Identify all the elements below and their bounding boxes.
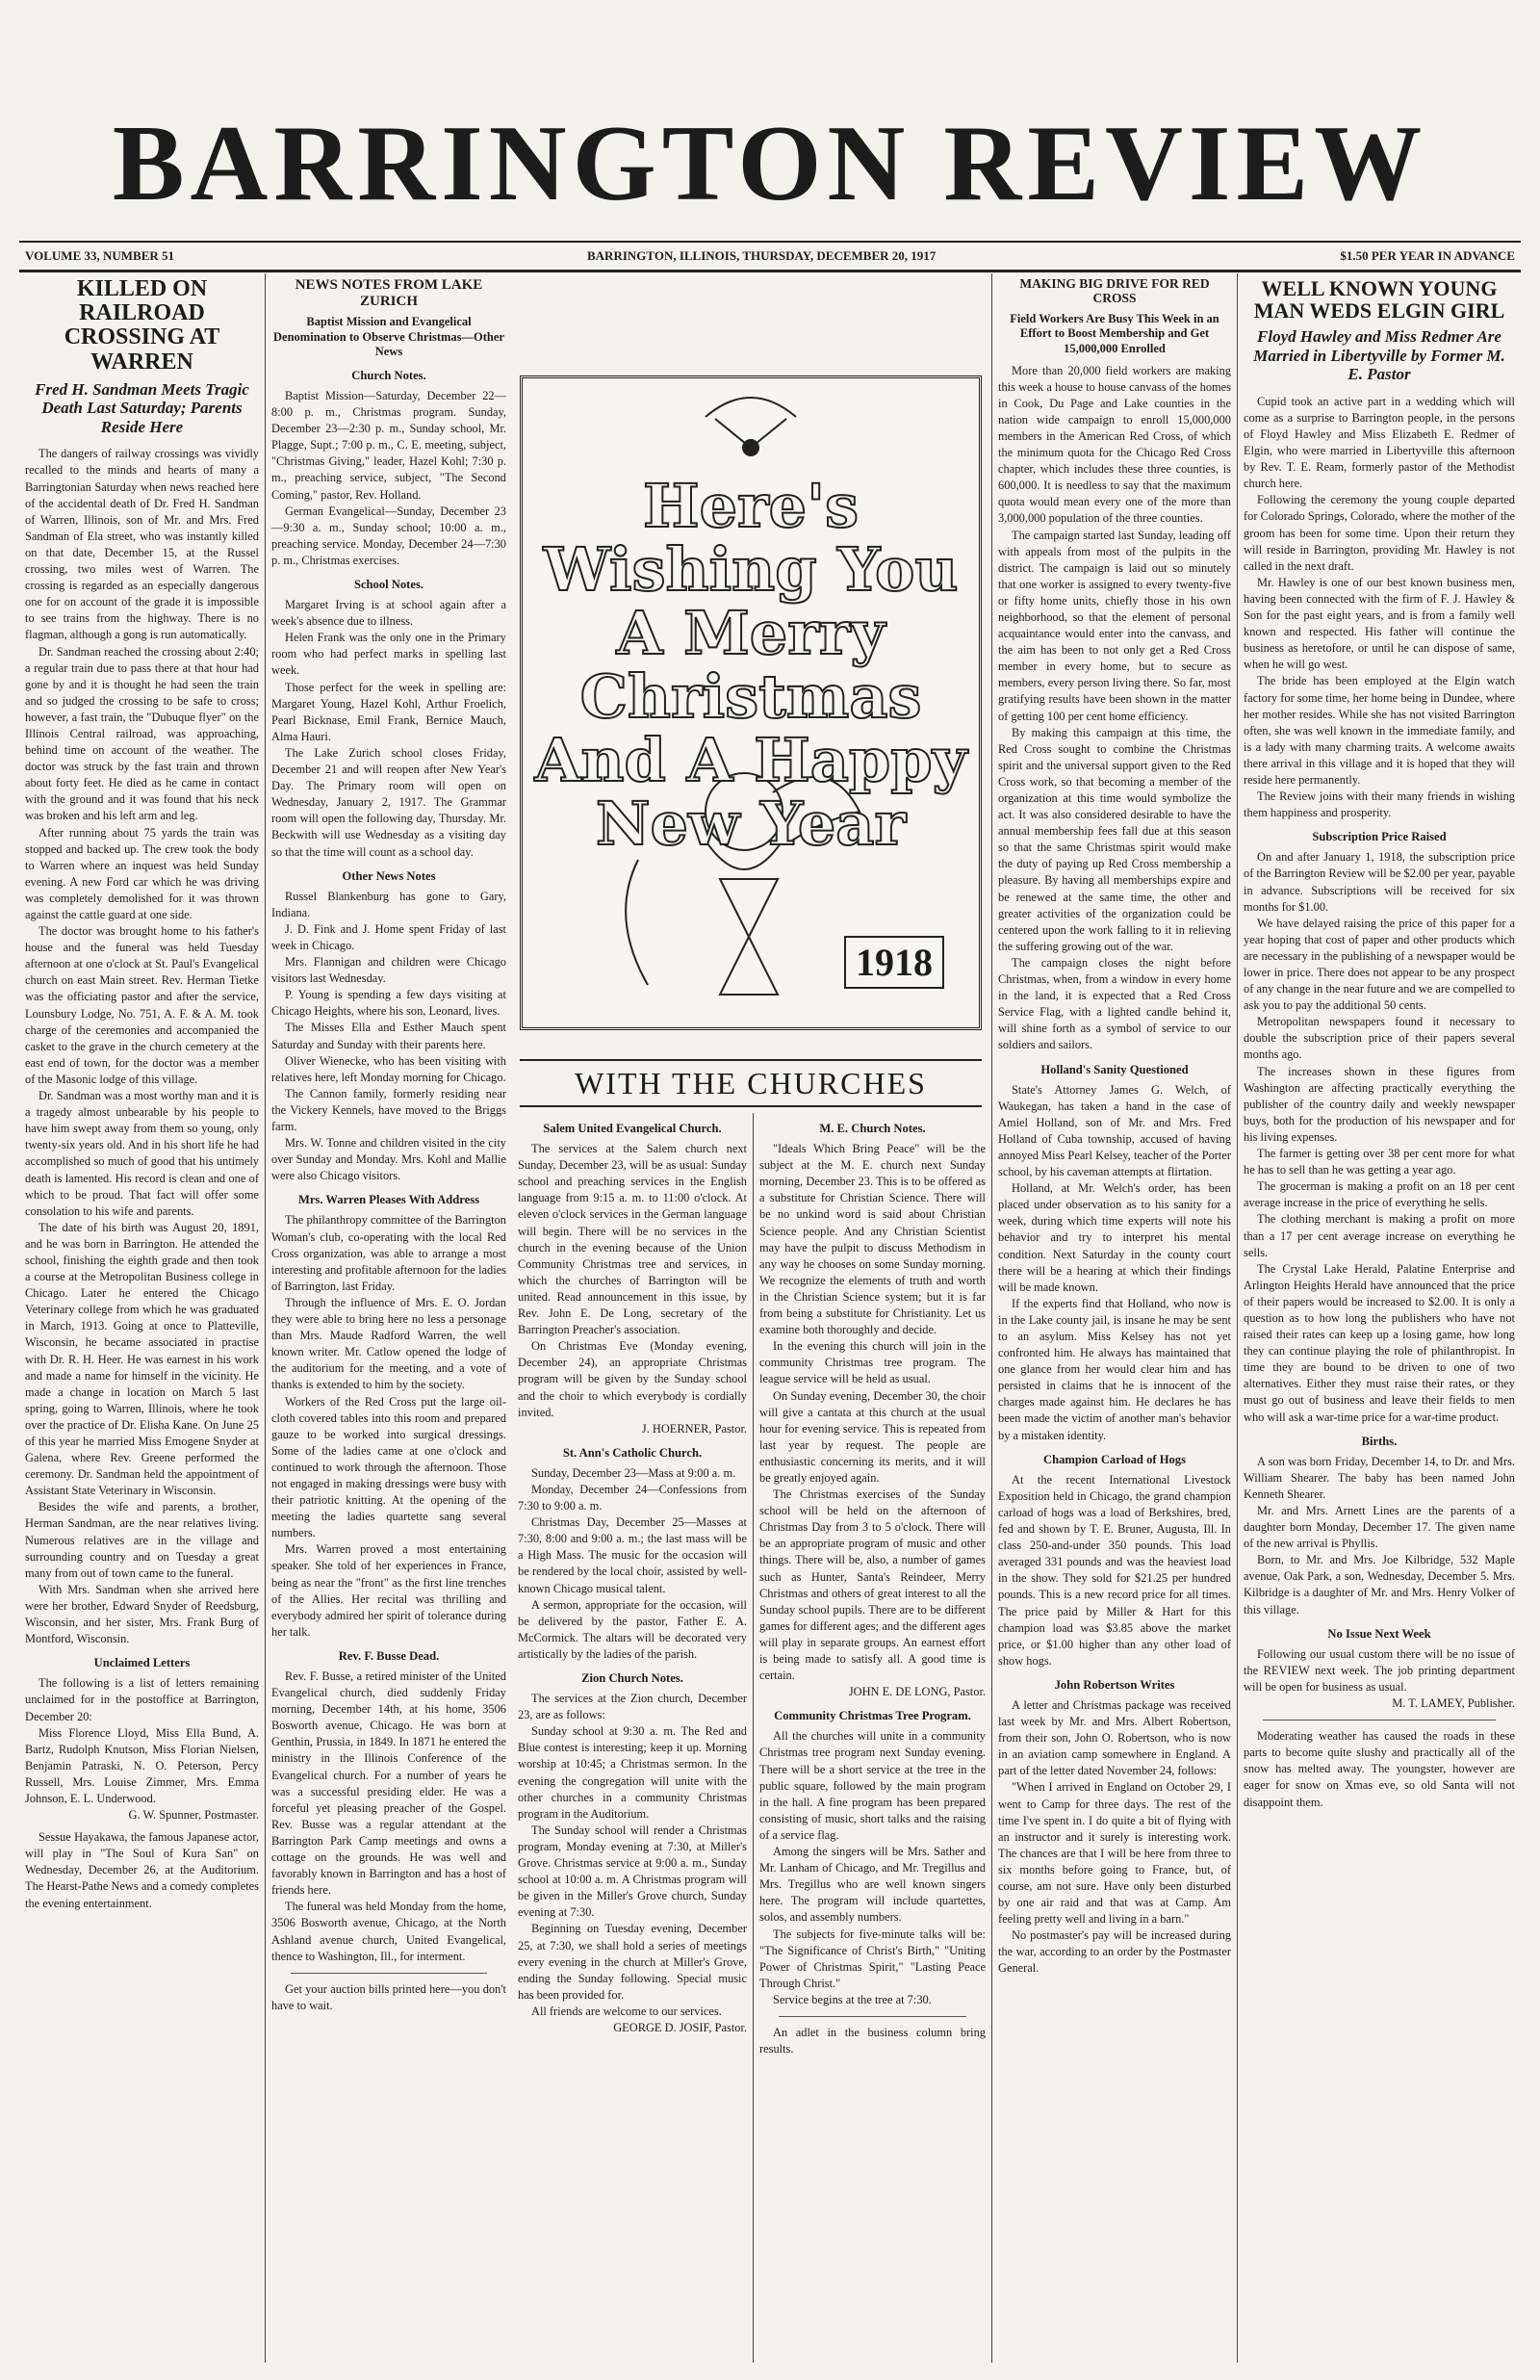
paragraph: Beginning on Tuesday evening, December 25, at 7:30, we shall hold a series of meetings every evening in the church at Miller's Grove, ending the Sunday following. Special music has been provided for.	[518, 1922, 747, 2002]
place-date: BARRINGTON, ILLINOIS, THURSDAY, DECEMBER 20, 1917	[587, 248, 937, 263]
paragraph: Through the influence of Mrs. E. O. Jordan they were able to bring here no less a personage than Mrs. Maude Radford Warren, the well known writer. Mr. Catlow opened the lodge of the auditorium for the meeting, and a vote of thanks is extended to him by the society.	[271, 1295, 506, 1392]
paragraph: Rev. F. Busse, a retired minister of the United Evangelical church, died suddenly Friday morning, December 14th, at his home, 3506 Bosworth avenue, Chicago. He was born at Genthin, Prussia, in 1849. In 1871 he entered the ministry in the Illinois Conference of the Evangelical church. For a number of years he was a successful presiding elder. He was a forceful yet pleasing preacher of the Gospel. Rev. Busse was a regular attendant at the Barrington Park Camp meetings and owns a cottage on the grounds. He was well and favorably known in Barrington and has a host of friends here.	[271, 1669, 506, 1898]
paragraph: The philanthropy committee of the Barrington Woman's club, co-operating with the local Red Cross organization, was able to arrange a most interesting and profitable afternoon for the ladies of Barrington, last Friday.	[271, 1213, 506, 1293]
paragraph: Baptist Mission—Saturday, December 22—8:00 p. m., Christmas program. Sunday, December 23—2:30 p. m., Sunday school, Mr. Plagge, Supt.; 7:00 p. m., C. E. meeting, subject, "Christmas Giving," leader, Hazel Kohl; 7:30 p. m., preaching service, subject, "The Second Coming," pastor, Rev. Holland.	[271, 388, 506, 502]
divider	[779, 2016, 966, 2017]
paragraph: The Crystal Lake Herald, Palatine Enterprise and Arlington Heights Herald have announced that the price of their papers would be increased to $2.00. It is only a question as to how long the publishers who have not raised their rates can keep up a losing game, how long they can continue playing the role of philanthropist. In time they are bound to be driven to one of two alternatives. Either they must raise their rates, or they must go out of business and leave their fields to men who will ask a war-time price for a war-time product.	[1244, 1261, 1515, 1424]
signature: M. T. LAMEY, Publisher.	[1392, 1696, 1515, 1711]
paragraph: Margaret Irving is at school again after a week's absence due to illness.	[271, 598, 506, 629]
heading-robertson: John Robertson Writes	[1054, 1677, 1175, 1692]
subscription-price: $1.50 PER YEAR IN ADVANCE	[1340, 248, 1515, 263]
paragraph: Besides the wife and parents, a brother, Herman Sandman, are the near relatives living. Numerous relatives are in the village and surrounding country and on Tuesday a great many from out of town came to the funeral.	[25, 1500, 259, 1580]
column-churches-right	[753, 1113, 991, 2363]
paragraph: Workers of the Red Cross put the large oil-cloth covered tables into this room and prepared gauze to be worked into surgical dressings. Some of the ladies came at one o'clock and continued to work through the afternoon. Those not engaged in making dressings were busy with their patriotic knitting. At the opening of the meeting the ladies quartette sang several numbers.	[271, 1394, 506, 1540]
paragraph: P. Young is spending a few days visiting at Chicago Heights, where his son, Leonard, lives.	[271, 988, 506, 1019]
paragraph: Following the ceremony the young couple departed for Colorado Springs, Colorado, where the mother of the groom has been for some time. Upon their return they will reside in Barrington, providing Mr. Hawley is not called in the next draft.	[1244, 493, 1515, 573]
paragraph: Mr. and Mrs. Arnett Lines are the parents of a daughter born Monday, December 17. The given name of the new arrival is Phyllis.	[1244, 1504, 1515, 1551]
paragraph: With Mrs. Sandman when she arrived here were her brother, Edward Snyder of Reedsburg, Wisconsin, and her sister, Mrs. Frank Burg of Montford, Wisconsin.	[25, 1582, 259, 1646]
heading-salem: Salem United Evangelical Church.	[543, 1122, 722, 1135]
paragraph: Following our usual custom there will be no issue of the REVIEW next week. The job printing department will be open for business as usual.	[1244, 1646, 1515, 1694]
heading-hogs: Champion Carload of Hogs	[1043, 1452, 1186, 1466]
heading-st-anns: St. Ann's Catholic Church.	[562, 1445, 703, 1460]
signature: GEORGE D. JOSIF, Pastor.	[613, 2020, 747, 2034]
paragraph: The dangers of railway crossings was vividly recalled to the minds and hearts of many a Barringtonian Saturday when news reached here of the accidental death of Dr. Fred H. Sandman of Warren, Illinois, son of Mr. and Mrs. Fred Sandman of Ela street, who was instantly killed on that date, December 15, at the Russel crossing, two miles west of Warren. The crossing is regarded as an especially dangerous one for on account of the grade it is impossible to see trains from the highway. There is no flagman, although a gong is run automatically.	[25, 447, 259, 642]
paragraph: By making this campaign at this time, the Red Cross sought to combine the Christmas spirit and the universal support given to the Red Cross work, so that becoming a member of the organization at this time would symbolize the act. It was also considered desirable to have the annual membership fees fall due at this season so that the same Christmas spirit would make the duty of paying up Red Cross membership a pleasure. By having all memberships expire and be renewed at the same time, the other and greater activities of the organization could be centered upon the work falling to it in relieving the suffering growing out of the war.	[998, 725, 1231, 953]
father-time-icon	[626, 860, 648, 985]
paragraph: All friends are welcome to our services.	[531, 2004, 722, 2018]
paragraph: An adlet in the business column bring results.	[759, 2025, 986, 2057]
paragraph: We have delayed raising the price of this paper for a year hoping that cost of paper and other products which are necessary in the publishing of a newspaper would be lower in price. There does not appear to be any prospect of any change in the near future and we are compelled to ask you to pay the additional 50 cents.	[1244, 916, 1515, 1013]
headline-red-cross: MAKING BIG DRIVE FOR RED CROSS	[1019, 276, 1210, 305]
dateline	[19, 241, 1521, 272]
headline-wedding: WELL KNOWN YOUNG MAN WEDS ELGIN GIRL	[1253, 276, 1505, 323]
column-wedding	[1237, 273, 1521, 2363]
heading-births: Births.	[1361, 1434, 1398, 1448]
hourglass-icon	[720, 879, 778, 995]
greeting-text: Here's Wishing You A Merry Christmas And A Happy New Year	[534, 471, 967, 859]
paragraph: The Christmas exercises of the Sunday school will be held on the afternoon of Christmas Day from 3 to 5 o'clock. There will be an appropriate program of music and other things. There will be, also, a number of games such as Hunter, Santa's Reindeer, Merry Christmas and others of great interest to all the Sunday school pupils. There are to be different games for different ages; and the different ages will play in separate groups. An earnest effort is being made to satisfy all. A good time is certain.	[759, 1488, 986, 1683]
heading-school-notes: School Notes.	[353, 578, 424, 591]
paragraph: If the experts find that Holland, who now is in the Lake county jail, is insane he may be sent to an asylum. Miss Kelsey has not yet confronted him. He always has maintained that one glance from her would clear him and has persisted in claims that he is innocent of the charges made against him. He declares he has been made the victim of another man's behavior by a mistaken identity.	[998, 1296, 1231, 1442]
paragraph: On Christmas Eve (Monday evening, December 24), an appropriate Christmas program will be given by the Sunday school and the choir to which everybody is cordially invited.	[518, 1339, 747, 1419]
paragraph: Helen Frank was the only one in the Primary room who had perfect marks in spelling last week.	[271, 631, 506, 678]
paragraph: The bride has been employed at the Elgin watch factory for some time, her home being in Dundee, where her mother resides. While she has not visited Barrington often, she was well known in the immediate family, and is a lady with many charming traits. A welcome awaits there arrival in this village and it is hoped that they will reside here permanently.	[1244, 674, 1515, 787]
divider	[291, 1973, 487, 1974]
paragraph: Those perfect for the week in spelling are: Margaret Young, Hazel Kohl, Arthur Froelich, Pearl Bicknase, Emil Frank, Bernice Mauch, Alma Hauri.	[271, 680, 506, 743]
paragraph: Dr. Sandman was a most worthy man and it is a tragedy almost unbearable by his people to have him swept away from them so young, only twenty-six years old. And in his short life he had accomplished so much of good that his untimely death is lamented. His record is clean and one of which to be proud. That fact will offer some consolation to his wife and parents.	[25, 1089, 259, 1218]
subhead-lake-zurich: Baptist Mission and Evangelical Denomination to Observe Christmas—Other News	[273, 315, 504, 359]
paragraph: J. D. Fink and J. Home spent Friday of last week in Chicago.	[271, 921, 506, 952]
paragraph: After running about 75 yards the train was stopped and backed up. The crew took the body to Warren where an inquest was held Sunday evening. A new Ford car which he was driving was completely demolished for it was thrown against the cattle guard at one side.	[25, 825, 259, 922]
paragraph: "Ideals Which Bring Peace" will be the subject at the M. E. church next Sunday morning, December 23. This is to be offered as a substitute for Christian Science. There will be no unkind word is said about Christian Science people. And any Christian Scientist may have the pulpit to discuss Methodism in any way he chooses on some Sunday morning. We recognize the elements of truth and worth in the Christian Science system; but it is far from being a substitute for Christianity. Let us examine both thoroughly and decide.	[759, 1142, 986, 1337]
paragraph: All the churches will unite in a community Christmas tree program next Sunday evening. There will be a short service at the tree in the public square, followed by the main program in the hall. A fine program has been prepared consisting of music, short talks and the raising of a service flag.	[759, 1729, 986, 1842]
paragraph: Holland, at Mr. Welch's order, has been placed under observation as to his sanity for a week, during which time experts will note his behavior and try to interpret his mental condition. Next Saturday in the county court there will be a hearing at which their findings will be made known.	[998, 1181, 1231, 1294]
column-red-cross	[991, 273, 1237, 2363]
paragraph: The farmer is getting over 38 per cent more for what he has to sell than he was getting a year ago.	[1244, 1147, 1515, 1177]
paragraph: Born, to Mr. and Mrs. Joe Kilbridge, 532 Maple avenue, Oak Park, a son, Wednesday, December 5. Mrs. Kilbridge is a daughter of Mr. and Mrs. Henry Volker of this village.	[1244, 1553, 1515, 1617]
paragraph: In the evening this church will join in the community Christmas tree program. The league service will be held as usual.	[759, 1339, 986, 1386]
paragraph: Miss Florence Lloyd, Miss Ella Bund, A. Bartz, Rudolph Knutson, Miss Florian Nielsen, Benjamin Patraski, N. O. Peterson, Percy Russell, Mrs. Louise Zimmer, Mrs. Emma Johnson, E. L. Underwood.	[25, 1725, 259, 1805]
christmas-greeting-ad	[520, 375, 982, 1030]
heading-subscription-price: Subscription Price Raised	[1312, 830, 1447, 844]
heading-zion: Zion Church Notes.	[581, 1671, 683, 1685]
paragraph: Mr. Hawley is one of our best known business men, having been connected with the firm of F. J. Hawley & Son for the past eight years, and is from a family well known and respected. His father will continue the business as heretofore, or until he can dispose of same, when he will go west.	[1244, 575, 1515, 672]
paragraph: The increases shown in these figures from Washington are affecting practically everything the publisher of the country daily and weekly newspaper buys, both for the production of his newspaper and for his living expenses.	[1244, 1064, 1515, 1144]
paragraph: Metropolitan newspapers found it necessary to double the subscription price of their papers several months ago.	[1244, 1015, 1515, 1062]
paragraph: More than 20,000 field workers are making this week a house to house canvass of the homes in Cook, Du Page and Lake counties in the nation wide campaign to enroll 15,000,000 members in the American Red Cross, of which the minimum quota for the Chicago Red Cross chapter, which includes these three counties, is 600,000. It is needless to say that the maximum quota would mean every one of the more than 3,000,000 population of the three counties.	[998, 363, 1231, 526]
paragraph: Christmas Day, December 25—Masses at 7:30, 8:00 and 9:00 a. m.; the last mass will be a High Mass. The music for the occasion will be rendered by the local choir, assisted by well-known Chicago musical talent.	[518, 1515, 747, 1595]
paragraph: "When I arrived in England on October 29, I went to Camp for three days. The rest of the time I've spent in. I do quite a bit of flying with an instructor and it surely is interesting work. The chances are that I will be here from three to six months before going to France, but, of course, am not sure. Have only been disturbed by one air raid and that was at Camp. Am feeling pretty well and living in a barn."	[998, 1780, 1231, 1927]
paragraph: Dr. Sandman reached the crossing about 2:40; a regular train due to pass there at that hour had gone by and it is thought he had seen the train and so judged the crossing to be safe to cross; however, a fast train, the "Dubuque flyer" on the Illinois Central railroad, was approaching, behind time on account of the weather. The doctor was struck by the fast train and thrown about forty feet. He died as he came in contact with the ground and it was found that his neck was broken and his left arm and leg.	[25, 644, 259, 823]
paragraph: Mrs. Flannigan and children were Chicago visitors last Wednesday.	[271, 955, 506, 986]
paragraph: The grocerman is making a profit on an 18 per cent average increase in the price of everything he sells.	[1244, 1179, 1515, 1210]
masthead-title: BARRINGTON REVIEW	[112, 104, 1428, 223]
paragraph: No postmaster's pay will be increased during the war, according to an order by the Postmaster General.	[998, 1928, 1231, 1976]
subhead-red-cross: Field Workers Are Busy This Week in an Effort to Boost Membership and Get 15,000,000 Enrolled	[1010, 311, 1219, 355]
deck-railroad: Fred H. Sandman Meets Tragic Death Last Saturday; Parents Reside Here	[35, 379, 249, 436]
paragraph: State's Attorney James G. Welch, of Waukegan, has taken a hand in the case of Amiel Holland, son of Mr. and Mrs. Fred Holland of Cuba township, accused of having annoyed Miss Pearl Kelsey, teacher of the Porter school, by his caveman attempts at flirtation.	[998, 1082, 1231, 1179]
paragraph: A sermon, appropriate for the occasion, will be delivered by the pastor, Father E. A. McCormick. The altars will be decorated very artistically by the ladies of the parish.	[518, 1597, 747, 1661]
paragraph: The Review joins with their many friends in wishing them happiness and prosperity.	[1244, 789, 1515, 820]
column-lake-zurich	[265, 273, 512, 2363]
paragraph: The following is a list of letters remaining unclaimed for in the postoffice at Barrington, December 20:	[25, 1676, 259, 1723]
headline-lake-zurich: NEWS NOTES FROM LAKE ZURICH	[295, 277, 483, 309]
signature: JOHN E. DE LONG, Pastor.	[848, 1685, 986, 1699]
heading-church-notes: Church Notes.	[351, 368, 426, 382]
paragraph: Mrs. Warren proved a most entertaining speaker. She told of her experiences in France, being as near the "front" as the first line trenches of the Allies. Her recital was thrilling and everybody admired her spirit of tolerance during her talk.	[271, 1542, 506, 1639]
heading-no-issue: No Issue Next Week	[1327, 1626, 1431, 1641]
article-railroad	[25, 446, 259, 1647]
paragraph: The subjects for five-minute talks will be: "The Significance of Christ's Birth," "Uniting Power of Christmas Spirit," "Lasting Peace Through Christ."	[759, 1927, 986, 1990]
paragraph: The doctor was brought home to his father's house and the funeral was held Tuesday afternoon at one o'clock at St. Paul's Evangelical church on east Main street. Rev. Herman Tietke was the officiating pastor and after the service, Lounsbury Lodge, No. 751, A. F. & A. M. took charge of the ceremonies and accompanied the casket to the grave in the church cemetery at the east end of town, for the doctor was a member of the Masonic lodge of this village.	[25, 924, 259, 1086]
paragraph: The Misses Ella and Esther Mauch spent Saturday and Sunday with their parents here.	[271, 1021, 506, 1051]
heading-other-news: Other News Notes	[342, 868, 436, 883]
deck-wedding: Floyd Hawley and Miss Redmer Are Married in Libertyville by Former M. E. Pastor	[1253, 327, 1505, 384]
paragraph: The funeral was held Monday from the home, 3506 Bosworth avenue, Chicago, at the North Ashland avenue church, United Evangelical, thence to Washington, Ill., for interment.	[271, 1900, 506, 1963]
paragraph: The Lake Zurich school closes Friday, December 21 and will reopen after New Year's Day. The Primary room will open on Wednesday, January 2, 1917. The Grammar room will open the following day, Thursday. Mr. Beckwith will use Wednesday as a visiting day so that the time will count as a school day.	[271, 745, 506, 859]
paragraph: On Sunday evening, December 30, the choir will give a cantata at this church at the usual hour for evening service. This is repeated from last year by request. The people are enthusiastic concerning its merits, and it will be greatly enjoyed again.	[759, 1388, 986, 1485]
paragraph: On and after January 1, 1918, the subscription price of the Barrington Review will be $2.00 per year, payable in advance. Subscriptions will be received for six months for $1.00.	[1244, 850, 1515, 914]
column-churches-left	[512, 1113, 753, 2363]
paragraph: A letter and Christmas package was received last week by Mr. and Mrs. Albert Robertson, from their son, John O. Robertson, who is now in an aviation camp somewhere in England. A part of the letter dated November 24, follows:	[998, 1697, 1231, 1778]
volume-number: VOLUME 33, NUMBER 51	[25, 248, 175, 263]
churches-banner: WITH THE CHURCHES	[520, 1059, 982, 1107]
paragraph: At the recent International Livestock Exposition held in Chicago, the grand champion carload of hogs was a load of Berkshires, bred, fed and shown by T. E. Bruner, Augusta, Ill. In class 250-and-under 350 pounds. This load averaged 331 pounds and was the heaviest load in the show. They sold for $21.25 per hundred pounds. This is a new record price for all times. The price paid by Miller & Hart for this champion load was $3.85 above the market price, or $1.00 higher than any other load of show hogs.	[998, 1472, 1231, 1668]
paragraph: The date of his birth was August 20, 1891, and he was born in Barrington. He attended the school, finishing the eighth grade and then took a course at the Metropolitan Business college in Chicago. Later he entered the Chicago Veterinary college from which he was graduated in March, 1913. Going at once to Platteville, Wisconsin, he became associated in practise with Dr. R. H. Heer. He was earnest in his work and made a name for himself in the vicinity. He made a change in location on March 5 last spring, going to Warren, Illinois, where he took over the practice of Dr. Elisha Kane. On June 25 of this year he married Miss Emogene Snyder at Galena, where Rev. Greene performed the ceremony. Dr. Sandman held the appointment of Assistant State Veterinary in Wisconsin.	[25, 1220, 259, 1498]
ribbon-bow-icon	[706, 398, 796, 417]
column-railroad-death	[19, 273, 265, 2363]
paragraph: The Cannon family, formerly residing near the Vickery Kennels, have moved to the Briggs farm.	[271, 1086, 506, 1133]
paragraph: Sunday, December 23—Mass at 9:00 a. m.	[531, 1465, 736, 1480]
paragraph: Get your auction bills printed here—you don't have to wait.	[271, 1981, 506, 2012]
new-year-badge: 1918	[844, 936, 944, 989]
paragraph: Among the singers will be Mrs. Sather and Mr. Lanham of Chicago, and Mr. Tregillus and Mrs. Tregillus who are well known singers here. The program will include quartettes, solos, and assembly numbers.	[759, 1845, 986, 1925]
heading-busse: Rev. F. Busse Dead.	[338, 1648, 440, 1663]
paragraph: The services at the Salem church next Sunday, December 23, will be as usual: Sunday school and preaching services in the English language from 9:15 a. m. to 11:00 o'clock. At eleven o'clock services in the German language will begin. There will be no services in the church in the evening because of the Union Community Christmas tree and services, in which the churches of Barrington will be united. Read announcement in this issue, by Rev. John E. De Long, secretary of the Barrington Preacher's association.	[518, 1142, 747, 1337]
paragraph: Monday, December 24—Confessions from 7:30 to 9:00 a. m.	[518, 1482, 747, 1513]
paragraph: Oliver Wienecke, who has been visiting with relatives here, left Monday morning for Chicago.	[271, 1053, 506, 1084]
paragraph: The clothing merchant is making a profit on more than a 17 per cent average increase on everything he sells.	[1244, 1212, 1515, 1259]
paragraph: Mrs. W. Tonne and children visited in the city over Sunday and Monday. Mrs. Kohl and Mallie were also Chicago visitors.	[271, 1136, 506, 1183]
headline-railroad: KILLED ON RAILROAD CROSSING AT WARREN	[64, 276, 220, 375]
heading-me-church: M. E. Church Notes.	[819, 1122, 926, 1135]
paragraph: Service begins at the tree at 7:30.	[773, 1992, 932, 2006]
paragraph: The campaign started last Sunday, leading off with appeals from most of the pulpits in the district. The campaign is laid out so minutely that one worker is assigned to every twenty-five or fifty home units, chiefly those in his own neighborhood, so that the element of personal acquaintance would enter into the canvass, and the aim has been to not only get a Red Cross member in every home, but to secure as members, every person living there. So far, most gratifying results have been shown in the matter of getting 100 per cent home efficiency.	[998, 528, 1231, 723]
paragraph: Sunday school at 9:30 a. m. The Red and Blue contest is interesting; keep it up. Morning worship at 10:45; a Christmas sermon. In the evening the congregation will unite with the other churches in a community Christmas program in the Auditorium.	[518, 1724, 747, 1821]
paragraph: The services at the Zion church, December 23, are as follows:	[518, 1692, 747, 1722]
paragraph: Cupid took an active part in a wedding which will come as a surprise to Barrington people, in the persons of Floyd Hawley and Miss Elizabeth E. Redmer of Elgin, who were married in Libertyville this afternoon by Rev. T. E. Ream, formerly pastor of the Methodist church here.	[1244, 394, 1515, 491]
heading-holland: Holland's Sanity Questioned	[1040, 1062, 1189, 1076]
paragraph: A son was born Friday, December 14, to Dr. and Mrs. William Shearer. The baby has been named John Kenneth Shearer.	[1244, 1454, 1515, 1501]
heading-christmas-tree: Community Christmas Tree Program.	[774, 1709, 971, 1723]
paragraph: Russel Blankenburg has gone to Gary, Indiana.	[271, 889, 506, 919]
paragraph: Sessue Hayakawa, the famous Japanese actor, will play in "The Soul of Kura San" on Wednesday, December 26, at the Auditorium. The Hearst-Pathe News and a comedy completes the evening entertainment.	[25, 1830, 259, 1910]
paragraph: The Sunday school will render a Christmas program, Monday evening at 7:30, at Miller's Grove. Christmas service at 9:00 a. m., Sunday school at 10:00 a. m. A Christmas program will be given in the Miller's Grove church, Sunday evening at 7:30.	[518, 1823, 747, 1920]
signature: G. W. Spunner, Postmaster.	[128, 1808, 259, 1823]
signature: J. HOERNER, Pastor.	[641, 1421, 747, 1436]
paragraph: Moderating weather has caused the roads in these parts to become quite slushy and practically all of the snow has melted away. The youngster, however are eager for snow on Xmas eve, so old Santa will not disappoint them.	[1244, 1729, 1515, 1809]
heading-warren-address: Mrs. Warren Pleases With Address	[297, 1193, 480, 1207]
paragraph: The campaign closes the night before Christmas, when, from a window in every home in the land, it is expected that a Red Cross Service Flag, with a lighted candle behind it, will shine forth as a symbol of service to our soldiers and sailors.	[998, 955, 1231, 1052]
heading-unclaimed-letters: Unclaimed Letters	[93, 1656, 191, 1670]
paragraph: German Evangelical—Sunday, December 23—9:30 a. m., Sunday school; 10:00 a. m., preaching service. Monday, December 24—7:30 p. m., Christmas exercises.	[271, 504, 506, 567]
